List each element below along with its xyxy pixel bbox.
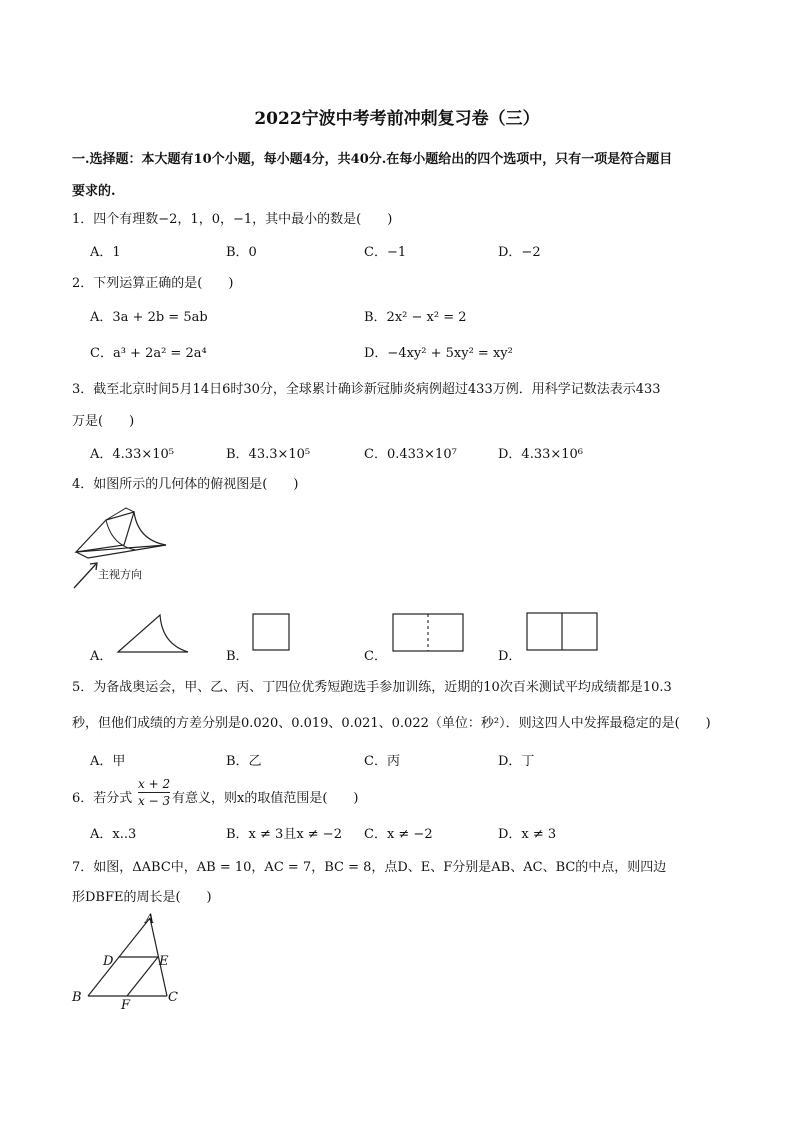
q5-option-c[interactable]: C．丙 xyxy=(364,754,400,769)
q2-option-c[interactable]: C．a³ + 2a² = 2a⁴ xyxy=(90,346,207,361)
q6-fraction-numerator: x + 2 xyxy=(138,777,171,791)
q6-option-c[interactable]: C．x ≠ −2 xyxy=(364,827,433,842)
q1-option-a[interactable]: A．1 xyxy=(90,245,121,260)
q1-option-b[interactable]: B．0 xyxy=(226,245,257,260)
q2-option-b[interactable]: B．2x² − x² = 2 xyxy=(364,310,467,325)
question-6-stem-prefix: 6．若分式 xyxy=(72,791,133,806)
q3-option-b[interactable]: B．43.3×10⁵ xyxy=(226,447,311,462)
q4-option-b-shape xyxy=(252,613,290,653)
question-5-stem-line1: 5．为备战奥运会，甲、乙、丙、丁四位优秀短跑选手参加训练，近期的10次百米测试平均成绩都是10.3 xyxy=(72,680,672,695)
q6-fraction-denominator: x − 3 xyxy=(138,794,171,808)
q5-option-a[interactable]: A．甲 xyxy=(90,754,126,769)
page-title: 2022宁波中考考前冲刺复习卷（三） xyxy=(254,109,540,129)
question-3-stem-line2: 万是( ) xyxy=(72,414,135,429)
question-6-stem-suffix: 有意义，则x的取值范围是( ) xyxy=(172,791,359,806)
q4-option-d-shape xyxy=(526,612,598,652)
q4-option-b[interactable]: B． xyxy=(226,649,249,664)
section-heading-line2: 要求的. xyxy=(72,184,116,199)
q3-option-d[interactable]: D．4.33×10⁶ xyxy=(498,447,584,462)
view-direction-label: 主视方向 xyxy=(98,568,142,581)
q5-option-d[interactable]: D．丁 xyxy=(498,754,535,769)
q1-option-c[interactable]: C．−1 xyxy=(364,245,407,260)
q4-option-a[interactable]: A． xyxy=(90,649,113,664)
q2-option-d[interactable]: D．−4xy² + 5xy² = xy² xyxy=(364,346,513,361)
question-4-stem: 4．如图所示的几何体的俯视图是( ) xyxy=(72,477,299,492)
q2-option-a[interactable]: A．3a + 2b = 5ab xyxy=(90,310,208,325)
point-c-label: C xyxy=(168,990,178,1005)
q3-option-c[interactable]: C．0.433×10⁷ xyxy=(364,447,457,462)
question-7-stem-line1: 7．如图，ΔABC中，AB = 10，AC = 7，BC = 8，点D、E、F分别是AB、AC、BC的中点，则四边 xyxy=(72,860,667,875)
point-b-label: B xyxy=(72,990,82,1005)
q4-option-d[interactable]: D． xyxy=(498,649,522,664)
question-2-stem: 2．下列运算正确的是( ) xyxy=(72,276,234,291)
q6-fraction xyxy=(138,777,170,809)
section-heading-line1: 一.选择题：本大题有10个小题，每小题4分，共40分.在每小题给出的四个选项中，只有一项是符合题目 xyxy=(72,152,673,167)
q6-option-a[interactable]: A．x..3 xyxy=(90,827,137,842)
q1-option-d[interactable]: D．−2 xyxy=(498,245,541,260)
q4-option-c[interactable]: C． xyxy=(364,649,387,664)
point-f-label: F xyxy=(121,998,131,1013)
q4-option-a-shape xyxy=(116,612,191,654)
question-3-stem-line1: 3．截至北京时间5月14日6时30分，全球累计确诊新冠肺炎病例超过433万例．用科学记数法表示433 xyxy=(72,382,661,397)
q6-option-b[interactable]: B．x ≠ 3且x ≠ −2 xyxy=(226,827,342,842)
q4-option-c-shape xyxy=(392,613,464,653)
q5-option-b[interactable]: B．乙 xyxy=(226,754,262,769)
q6-option-d[interactable]: D．x ≠ 3 xyxy=(498,827,557,842)
point-e-label: E xyxy=(159,954,169,969)
q3-option-a[interactable]: A．4.33×10⁵ xyxy=(90,447,174,462)
point-d-label: D xyxy=(103,954,114,969)
question-1-stem: 1．四个有理数−2，1，0，−1，其中最小的数是( ) xyxy=(72,212,393,227)
question-5-stem-line2: 秒，但他们成绩的方差分别是0.020、0.019、0.021、0.022（单位：秒²）．则这四人中发挥最稳定的是( ) xyxy=(72,716,711,731)
question-7-stem-line2: 形DBFE的周长是( ) xyxy=(72,890,212,905)
point-a-label: A xyxy=(145,912,155,927)
